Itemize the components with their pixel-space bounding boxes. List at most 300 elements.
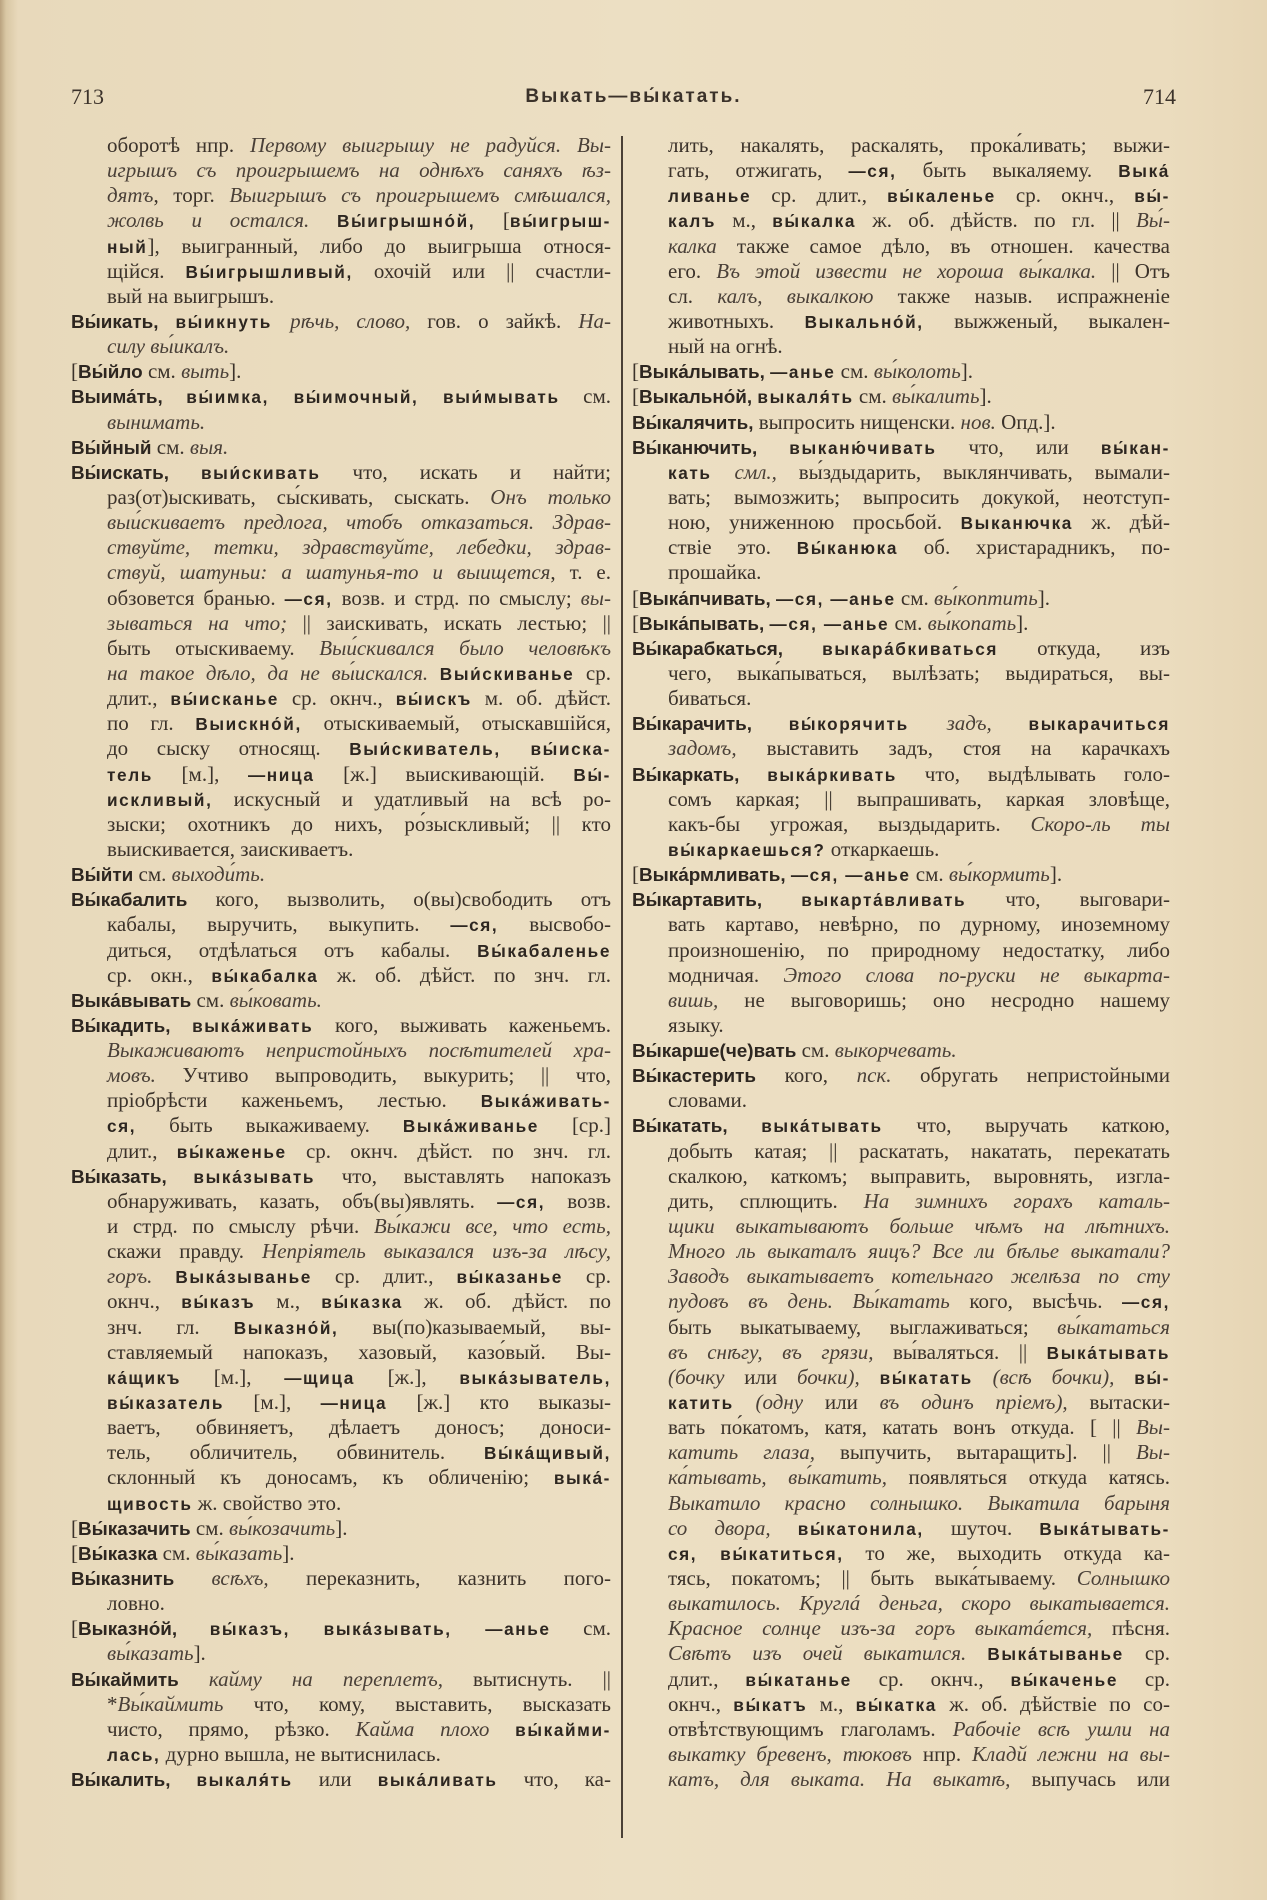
text-line bbox=[632, 158, 1170, 183]
roman-text bbox=[734, 1390, 756, 1414]
roman-text: пріобрѣсти каженьемъ, лестью. bbox=[107, 1088, 481, 1113]
spaced-bold-term: выка́живать bbox=[192, 1015, 314, 1036]
entry-line bbox=[71, 359, 611, 384]
entry-line bbox=[632, 1063, 1170, 1088]
italic-text: вы́кормить bbox=[948, 862, 1050, 887]
roman-text: оборотѣ нпр. bbox=[107, 133, 250, 157]
roman-text: , торг. bbox=[153, 183, 230, 208]
spaced-bold-term: выка́ркивать bbox=[767, 764, 897, 785]
italic-text: мовъ. bbox=[107, 1063, 156, 1088]
spaced-bold-term: —ся, bbox=[497, 1191, 546, 1212]
spaced-bold-term: выка́зывать bbox=[193, 1166, 316, 1187]
spaced-bold-term: —анье bbox=[770, 362, 836, 383]
text-line bbox=[632, 787, 1170, 812]
spaced-bold-term: —ся, bbox=[450, 915, 499, 936]
roman-text: вы́здыдарить, выклянчивать, вымали- bbox=[776, 459, 1170, 484]
text-line bbox=[632, 1692, 1170, 1717]
headword: Вы́карачить, bbox=[632, 714, 789, 736]
italic-text: вы́колоть bbox=[873, 359, 961, 384]
headword: Вы́казнить bbox=[71, 1569, 212, 1591]
text-line bbox=[632, 535, 1170, 560]
roman-text: [м.], bbox=[181, 1364, 285, 1389]
roman-text: зыски; охотникъ до нихъ, ро́зыскливый; || кто bbox=[107, 811, 611, 836]
spaced-bold-term: вы́каленье bbox=[887, 186, 996, 207]
headword: Вы́калячить, bbox=[632, 412, 754, 434]
roman-text: или bbox=[292, 1767, 378, 1792]
column-divider bbox=[621, 136, 623, 1838]
italic-text: Этого слова по-руски не выкарта- bbox=[783, 962, 1170, 987]
roman-text: или bbox=[803, 1390, 880, 1415]
text-line bbox=[71, 787, 611, 812]
roman-text: ]. bbox=[229, 359, 242, 384]
roman-text: ср. окнч., bbox=[278, 686, 396, 711]
roman-text: см. bbox=[151, 434, 190, 459]
text-line bbox=[632, 1767, 1170, 1792]
text-line bbox=[71, 1692, 611, 1717]
entry-line bbox=[632, 384, 1170, 409]
text-line bbox=[632, 183, 1170, 208]
spaced-bold-term: Вы́кабаленье bbox=[477, 940, 611, 961]
roman-text bbox=[973, 1365, 993, 1389]
italic-text: На зимнихъ горахъ каталь- bbox=[863, 1188, 1170, 1213]
entry-line bbox=[71, 887, 611, 912]
roman-text: [ bbox=[71, 359, 78, 384]
text-line bbox=[632, 208, 1170, 233]
text-line bbox=[632, 133, 1170, 158]
roman-text: биваться. bbox=[668, 686, 752, 711]
roman-text: кабалы, выручить, выкупить. bbox=[107, 912, 451, 937]
entry-line bbox=[71, 988, 611, 1013]
text-line bbox=[71, 183, 611, 208]
text-line bbox=[71, 1440, 611, 1465]
roman-text: [ bbox=[632, 862, 639, 887]
spaced-bold-term: Выка́тывать- bbox=[1039, 1518, 1171, 1539]
roman-text: выпучась или bbox=[1010, 1767, 1171, 1792]
italic-text: зываться на что; bbox=[107, 610, 288, 635]
italic-text: (бочку bbox=[668, 1364, 725, 1389]
text-line bbox=[71, 1214, 611, 1239]
entry-line bbox=[632, 1038, 1170, 1063]
italic-text: катъ, для выката. На выкатѣ, bbox=[668, 1767, 1011, 1792]
text-line bbox=[632, 912, 1170, 937]
italic-text: калка bbox=[668, 233, 717, 258]
roman-text: [ж.], bbox=[354, 1364, 460, 1389]
roman-text: возв. и стрд. по смыслу; bbox=[332, 585, 581, 610]
italic-text: пудовъ въ день. Вы́катать bbox=[668, 1289, 950, 1314]
spaced-bold-term: вы́казка bbox=[321, 1292, 403, 1313]
column-right bbox=[632, 133, 1170, 1792]
roman-text: обнаруживать, казать, объ(вы)являть. bbox=[107, 1188, 498, 1213]
spaced-bold-term: —ся, —анье bbox=[769, 613, 890, 634]
roman-text: см. bbox=[895, 585, 935, 610]
spaced-bold-term: вы́искъ bbox=[395, 689, 472, 710]
roman-text: гать, отжигать, bbox=[668, 158, 849, 183]
entry-line bbox=[632, 636, 1170, 661]
entry-line bbox=[71, 1767, 611, 1792]
spaced-bold-term: ный bbox=[107, 236, 148, 257]
spaced-bold-term: Выкально́й, bbox=[804, 311, 924, 332]
roman-text: отвѣтствующимъ глаголамъ. bbox=[668, 1716, 953, 1741]
roman-text: быть выкатываему, выглаживаться; bbox=[668, 1314, 1058, 1339]
text-line bbox=[632, 485, 1170, 510]
headword: Выказно́й, bbox=[78, 1619, 210, 1641]
spaced-bold-term: Выка́живать- bbox=[480, 1091, 611, 1112]
headword: Выка́лывать, bbox=[639, 362, 771, 384]
italic-text: Первому выигрышу не радуйся. Вы- bbox=[250, 133, 611, 157]
spaced-bold-term: Выка́тывать bbox=[1046, 1342, 1170, 1363]
text-line bbox=[632, 1516, 1170, 1541]
spaced-bold-term: ливанье bbox=[668, 186, 752, 207]
roman-text: ср. длит., bbox=[751, 183, 888, 208]
spaced-bold-term: вы́кабалка bbox=[211, 965, 319, 986]
roman-text: , т. е. bbox=[550, 560, 611, 585]
roman-text: ]. bbox=[960, 359, 974, 384]
entry-line bbox=[71, 309, 611, 334]
roman-text: ср. окн., bbox=[107, 962, 212, 987]
spaced-bold-term: Выка́живанье bbox=[402, 1116, 539, 1137]
entry-line bbox=[632, 435, 1170, 460]
roman-text: что, ка- bbox=[497, 1767, 611, 1792]
roman-text: [ж.] выискивающій. bbox=[314, 761, 574, 786]
italic-text: дятъ bbox=[107, 183, 154, 208]
text-line bbox=[71, 711, 611, 736]
spaced-bold-term: —ся, —анье bbox=[790, 865, 911, 886]
roman-text: склонный къ доносамъ, къ обличенію; bbox=[107, 1465, 554, 1490]
spaced-bold-term: вы́катъ bbox=[733, 1694, 808, 1715]
spaced-bold-term: Выи́скиватель, вы́иска- bbox=[349, 739, 611, 760]
headword: Вы́икать, bbox=[71, 311, 176, 333]
headword: Вы́кабалить bbox=[71, 890, 188, 912]
text-line bbox=[632, 988, 1170, 1013]
text-line bbox=[71, 636, 611, 661]
roman-text: окнч., bbox=[668, 1691, 734, 1716]
roman-text: см. bbox=[889, 610, 928, 635]
roman-text: см. bbox=[190, 1515, 229, 1540]
italic-text: Кладй лежни на вы- bbox=[972, 1742, 1170, 1766]
roman-text: ]. bbox=[335, 1515, 348, 1540]
text-line bbox=[71, 1340, 611, 1365]
text-line bbox=[71, 334, 611, 359]
roman-text: добыть катая; || раскатать, накатать, перекатать bbox=[668, 1138, 1170, 1163]
text-line bbox=[71, 1088, 611, 1113]
entry-line bbox=[71, 384, 611, 409]
roman-text: [ bbox=[632, 359, 639, 384]
italic-text: щики выкатываютъ больше чѣмъ на лѣтнихъ. bbox=[668, 1214, 1170, 1239]
spaced-bold-term: вы́казъ bbox=[181, 1292, 256, 1313]
italic-text: вы́кататься bbox=[1057, 1314, 1170, 1339]
text-line bbox=[71, 837, 611, 862]
text-line bbox=[632, 736, 1170, 761]
roman-text: то же, выходить откуда ка- bbox=[843, 1540, 1170, 1565]
spaced-bold-term: Выискно́й, bbox=[195, 714, 302, 735]
roman-text: ]. bbox=[1037, 585, 1051, 610]
spaced-bold-term: вы́каженье bbox=[176, 1141, 287, 1162]
text-line bbox=[632, 560, 1170, 585]
roman-text: см. bbox=[550, 1616, 611, 1641]
roman-text: ный на огнѣ. bbox=[668, 334, 783, 359]
text-line bbox=[71, 661, 611, 686]
entry-line bbox=[632, 862, 1170, 887]
italic-text: выи́скиваетъ предлога, чтобъ отказаться. Здрав- bbox=[107, 510, 611, 535]
roman-text: его. bbox=[668, 258, 717, 283]
text-line bbox=[632, 1239, 1170, 1264]
entry-line bbox=[71, 460, 611, 485]
roman-text: переказнить, казнить пого- bbox=[268, 1566, 611, 1591]
spaced-bold-term: —ница bbox=[247, 764, 315, 785]
italic-text: силу вы́икалъ. bbox=[107, 334, 230, 359]
roman-text bbox=[152, 1264, 175, 1288]
roman-text: вать картаво, невѣрно, по дурному, иноземному bbox=[668, 912, 1170, 937]
entry-line bbox=[632, 359, 1170, 384]
spaced-bold-term: выи́скивать bbox=[200, 462, 321, 483]
roman-text: что, выставлять напоказъ bbox=[315, 1163, 611, 1188]
headword: Вы́калить, bbox=[71, 1770, 197, 1792]
roman-text: раз(от)ыскивать, сы́скивать, сыскать. bbox=[107, 484, 491, 509]
text-line bbox=[71, 762, 611, 787]
roman-text: см. bbox=[191, 987, 230, 1012]
headword: Вы́каймить bbox=[71, 1669, 209, 1691]
roman-text: [ bbox=[71, 1540, 78, 1565]
entry-line bbox=[632, 711, 1170, 736]
roman-text: Учтиво выпроводить, выкурить; || что, bbox=[155, 1063, 611, 1088]
text-line bbox=[71, 1189, 611, 1214]
roman-text: вытаски- bbox=[1067, 1390, 1170, 1415]
spaced-bold-term: вы́кан- bbox=[1100, 437, 1170, 458]
text-line bbox=[632, 1390, 1170, 1415]
roman-text: вый на выигрышъ. bbox=[107, 283, 275, 308]
italic-text: игрышъ съ проигрышемъ на однѣхъ саняхъ ѣз- bbox=[107, 158, 611, 183]
headword: Вы́казачить bbox=[78, 1518, 191, 1540]
italic-text: Свѣтъ изъ очей выкатился. bbox=[668, 1641, 967, 1666]
roman-text: обзовется бранью. bbox=[107, 585, 285, 610]
italic-text: выходи́ть. bbox=[171, 862, 266, 887]
roman-text: возв. bbox=[545, 1188, 611, 1213]
roman-text: ж. об. дѣйств. по гл. || bbox=[856, 208, 1136, 233]
italic-text: въ снѣгу, въ грязи, bbox=[668, 1339, 874, 1364]
headword: Выка́пчивать, bbox=[639, 588, 776, 610]
roman-text: длит., bbox=[107, 1138, 177, 1163]
roman-text: длит., bbox=[107, 686, 171, 711]
text-line bbox=[632, 1541, 1170, 1566]
roman-text: ср. окнч., bbox=[851, 1666, 1011, 1691]
roman-text: нпр. bbox=[911, 1742, 973, 1766]
text-line bbox=[71, 963, 611, 988]
spaced-bold-term: выкарачиться bbox=[1028, 714, 1170, 735]
spaced-bold-term: Выка́зыванье bbox=[175, 1267, 312, 1288]
roman-text: [м.], bbox=[152, 761, 248, 786]
headword: Вы́йти bbox=[71, 865, 134, 887]
italic-text: со двора, bbox=[668, 1515, 771, 1540]
entry-line bbox=[71, 1164, 611, 1189]
roman-text: быть отыскиваему. bbox=[107, 635, 320, 660]
roman-text: ]. bbox=[1016, 610, 1029, 635]
text-line bbox=[632, 1365, 1170, 1390]
roman-text: кого, высѣчь. bbox=[949, 1289, 1122, 1314]
spaced-bold-term: вы́каркаешься? bbox=[668, 839, 826, 860]
text-line bbox=[71, 1415, 611, 1440]
roman-text: ], выигранный, либо до выигрыша относя- bbox=[147, 233, 611, 258]
roman-text: вытиснуть. || bbox=[443, 1666, 611, 1691]
text-line bbox=[71, 284, 611, 309]
entry-line bbox=[71, 435, 611, 460]
italic-text: Вы́каймить bbox=[117, 1691, 224, 1716]
headword: Выкально́й, bbox=[639, 387, 758, 409]
headword: Вы́кастерить bbox=[632, 1066, 757, 1088]
roman-text: откаркаешь. bbox=[825, 836, 940, 861]
text-line bbox=[71, 736, 611, 761]
italic-text: На- bbox=[578, 308, 612, 333]
roman-text: ср. bbox=[574, 660, 611, 685]
text-line bbox=[632, 963, 1170, 988]
spaced-bold-term: катить bbox=[668, 1393, 734, 1414]
text-line bbox=[71, 1264, 611, 1289]
spaced-bold-term: калъ bbox=[668, 211, 717, 232]
italic-text: вы́калить bbox=[892, 384, 980, 409]
entry-line bbox=[71, 1616, 611, 1641]
roman-text: см. bbox=[796, 1038, 835, 1063]
headword: Вы́йло bbox=[78, 362, 143, 384]
text-line bbox=[71, 1239, 611, 1264]
roman-text: [ bbox=[632, 610, 639, 635]
text-line bbox=[632, 661, 1170, 686]
roman-text: см. bbox=[142, 359, 182, 384]
roman-text: кого, вызволить, о(вы)свободить отъ bbox=[187, 887, 611, 912]
roman-text: диться, отдѣлаться отъ кабалы. bbox=[107, 937, 478, 962]
text-line bbox=[632, 1264, 1170, 1289]
roman-text: см. bbox=[910, 862, 949, 887]
roman-text: об. христарадникъ, по- bbox=[898, 535, 1170, 560]
headword: Вы́искать, bbox=[71, 462, 201, 484]
roman-text: выискивается, заискиваетъ. bbox=[107, 836, 354, 861]
text-line bbox=[71, 1641, 611, 1666]
text-line bbox=[71, 1465, 611, 1490]
roman-text: ж. об. дѣйст. по bbox=[402, 1289, 611, 1314]
spaced-bold-term: Выка́ bbox=[1118, 161, 1170, 182]
italic-text: горъ. bbox=[107, 1264, 153, 1289]
italic-text: (всѣ бочки), bbox=[992, 1364, 1115, 1389]
roman-text: до сыску относящ. bbox=[107, 736, 350, 761]
roman-text: что, или bbox=[936, 434, 1101, 459]
roman-text: сл. bbox=[668, 283, 718, 308]
roman-text bbox=[771, 1516, 798, 1540]
italic-text: Вы- bbox=[1135, 1415, 1170, 1440]
roman-text: лить, накалять, раскалять, прока́ливать; выжи- bbox=[668, 133, 1170, 157]
roman-text: см. bbox=[133, 862, 172, 887]
headword: Вы́кадить, bbox=[71, 1015, 193, 1037]
spaced-bold-term: выкаля́ть bbox=[196, 1770, 293, 1791]
spaced-bold-term: вы́кайми- bbox=[515, 1719, 611, 1740]
text-line bbox=[71, 1063, 611, 1088]
text-line bbox=[71, 1113, 611, 1138]
spaced-bold-term: —ся, —анье bbox=[775, 588, 896, 609]
page-number-left: 713 bbox=[71, 84, 104, 109]
roman-text: ср. bbox=[562, 1264, 611, 1289]
headword: Выка́пывать, bbox=[639, 613, 770, 635]
italic-text: (одну bbox=[755, 1390, 804, 1415]
roman-text: дурно вышла, не вытиснилась. bbox=[160, 1742, 441, 1766]
roman-text: Опд.]. bbox=[995, 409, 1056, 434]
roman-text: щійся. bbox=[107, 258, 186, 283]
text-line bbox=[632, 510, 1170, 535]
italic-text: выкорчевать. bbox=[834, 1038, 957, 1063]
text-line bbox=[632, 1717, 1170, 1742]
italic-text: вы́коптить bbox=[934, 585, 1038, 610]
roman-text: сомъ каркая; || выпрашивать, каркая зловѣще, bbox=[668, 786, 1170, 811]
text-line bbox=[71, 1491, 611, 1516]
italic-text: Выи́скивался было человѣкъ bbox=[319, 635, 611, 660]
entry-line bbox=[71, 1566, 611, 1591]
roman-text: || заискивать, искать лестью; || bbox=[287, 610, 611, 635]
spaced-bold-term: выкарта́вливать bbox=[801, 890, 967, 911]
text-line bbox=[632, 1164, 1170, 1189]
roman-text: высвобо- bbox=[498, 912, 611, 937]
spaced-bold-term: вы́икнуть bbox=[175, 311, 291, 332]
italic-text: Онъ только bbox=[490, 484, 611, 509]
italic-text: выя. bbox=[189, 434, 229, 459]
roman-text: по гл. bbox=[107, 711, 196, 736]
italic-text: Выкатило красно солнышко. Выкатила барыня bbox=[668, 1490, 1170, 1515]
spaced-bold-term: вы́- bbox=[1134, 1367, 1170, 1388]
text-line bbox=[632, 1214, 1170, 1239]
italic-text: Вы́кажи все, что есть, bbox=[373, 1214, 611, 1239]
roman-text: ]. bbox=[979, 384, 992, 409]
spaced-bold-term: вы́имка, вы́имочный, выи́мывать bbox=[186, 387, 560, 408]
entry-line bbox=[632, 1113, 1170, 1138]
roman-text: модничая. bbox=[668, 962, 784, 987]
roman-text: ср. bbox=[1118, 1666, 1170, 1691]
headword: Вы́карабкаться, bbox=[632, 638, 823, 660]
roman-text: тясь, покатомъ; || быть выка́тываему. bbox=[668, 1566, 1077, 1591]
italic-text: пск. bbox=[856, 1063, 892, 1088]
spaced-bold-term: тель bbox=[107, 764, 153, 785]
italic-text: калъ, выкалкою bbox=[717, 283, 874, 308]
entry-line bbox=[632, 887, 1170, 912]
roman-text: ]. bbox=[282, 1540, 295, 1565]
roman-text: ствіе это. bbox=[668, 535, 797, 560]
roman-text: что, выговари- bbox=[966, 887, 1170, 912]
roman-text: пѣсня. bbox=[1092, 1616, 1171, 1641]
text-line bbox=[71, 410, 611, 435]
roman-text: скажи правду. bbox=[107, 1239, 263, 1264]
italic-text: выть bbox=[181, 359, 230, 384]
text-line bbox=[71, 1139, 611, 1164]
spaced-bold-term: щивость bbox=[107, 1493, 193, 1514]
roman-text: языку. bbox=[668, 1012, 724, 1037]
headword: Вы́йный bbox=[71, 437, 152, 459]
headword: Вы́карше(че)вать bbox=[632, 1041, 797, 1063]
entry-line bbox=[71, 1516, 611, 1541]
text-line bbox=[71, 1315, 611, 1340]
roman-text bbox=[992, 711, 1029, 735]
roman-text: ж. дѣй- bbox=[1072, 510, 1170, 535]
italic-text: Вы- bbox=[1135, 1440, 1170, 1465]
entry-line bbox=[71, 862, 611, 887]
roman-text: выжженый, выкален- bbox=[923, 308, 1171, 333]
spaced-bold-term: вы́казанье bbox=[456, 1267, 563, 1288]
roman-text: вы́валяться. || bbox=[873, 1339, 1047, 1364]
roman-text: кого, выживать каженьемъ. bbox=[313, 1012, 611, 1037]
italic-text: Скоро-ль ты bbox=[1030, 811, 1170, 836]
entry-line bbox=[71, 1541, 611, 1566]
italic-text: на такое дѣло, да не вы́искался. bbox=[107, 660, 440, 685]
roman-text: выпучить, вытаращить]. || bbox=[814, 1440, 1136, 1465]
spaced-bold-term: лась, bbox=[107, 1745, 161, 1765]
text-line bbox=[632, 1566, 1170, 1591]
text-line bbox=[71, 560, 611, 585]
entry-line bbox=[632, 410, 1170, 435]
roman-text: произношенію, по природному недостатку, либо bbox=[668, 937, 1170, 962]
roman-text: чего, выка́пываться, вылѣзать; выдираться, вы- bbox=[668, 660, 1170, 685]
